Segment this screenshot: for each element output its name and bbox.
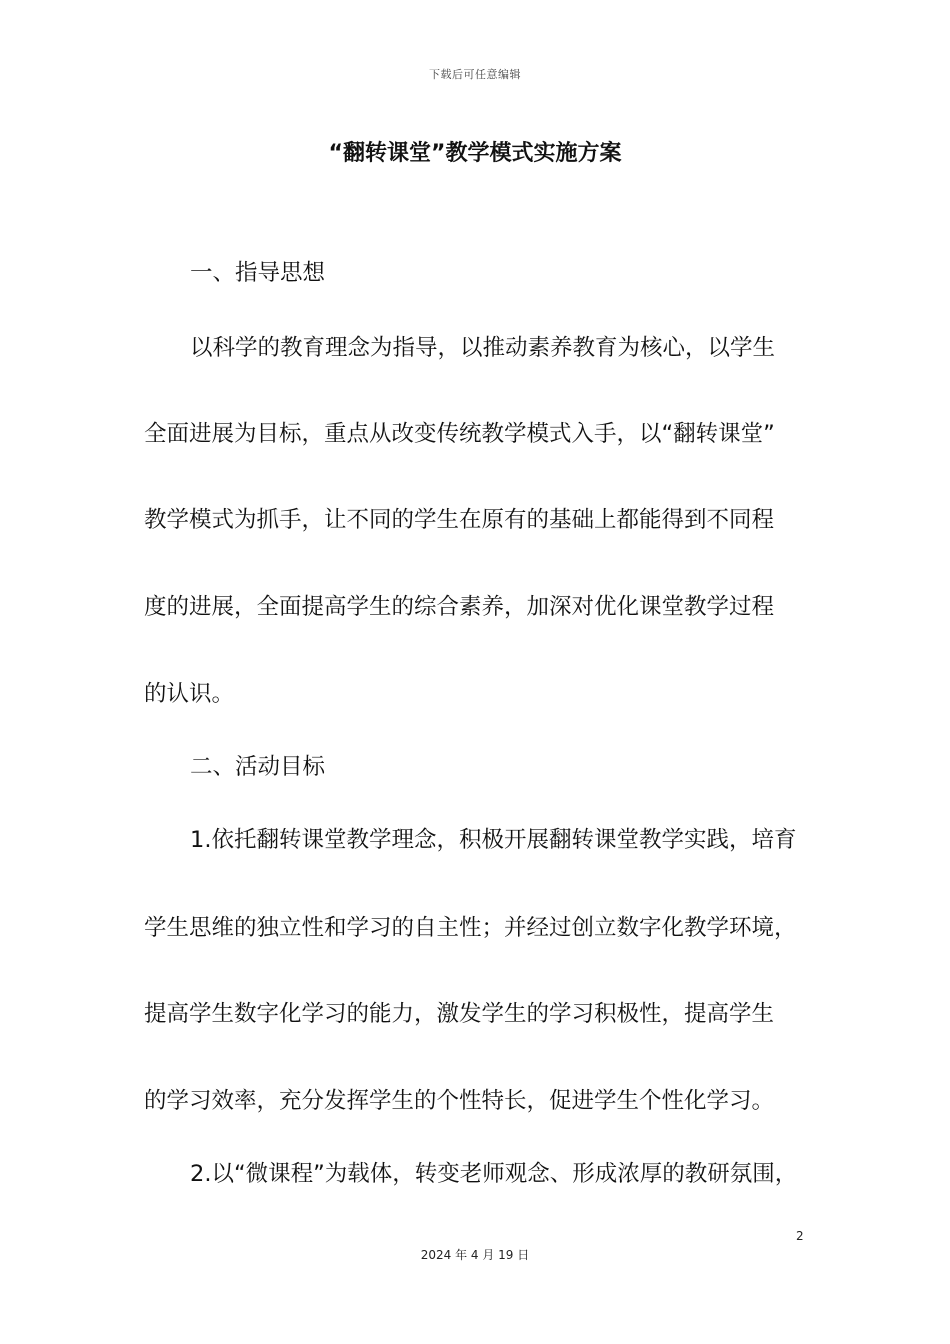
paragraph-line: 的认识。 [144, 681, 235, 707]
paragraph-line: 提高学生数字化学习的能力，激发学生的学习积极性，提高学生 [144, 1001, 775, 1027]
section-heading-activity-goals: 二、活动目标 [190, 754, 326, 780]
section-heading-guiding-idea: 一、指导思想 [190, 260, 326, 286]
paragraph-line: 全面进展为目标，重点从改变传统教学模式入手，以“翻转课堂” [144, 421, 775, 447]
paragraph-line: 以科学的教育理念为指导，以推动素养教育为核心，以学生 [190, 335, 776, 361]
document-title: “翻转课堂”教学模式实施方案 [328, 141, 622, 166]
paragraph-line: 1.依托翻转课堂教学理念，积极开展翻转课堂教学实践，培育 [190, 827, 797, 853]
footer-date: 2024 年 4 月 19 日 [420, 1248, 530, 1262]
paragraph-line: 度的进展，全面提高学生的综合素养，加深对优化课堂教学过程 [144, 594, 775, 620]
paragraph-line: 教学模式为抓手，让不同的学生在原有的基础上都能得到不同程 [144, 507, 775, 533]
paragraph-line: 学生思维的独立性和学习的自主性；并经过创立数字化教学环境， [144, 915, 797, 941]
page-number: 2 [796, 1229, 804, 1243]
paragraph-line: 2.以“微课程”为载体，转变老师观念、形成浓厚的教研氛围， [190, 1161, 798, 1187]
page-header-note: 下载后可任意编辑 [429, 68, 521, 81]
paragraph-line: 的学习效率，充分发挥学生的个性特长，促进学生个性化学习。 [144, 1088, 775, 1114]
